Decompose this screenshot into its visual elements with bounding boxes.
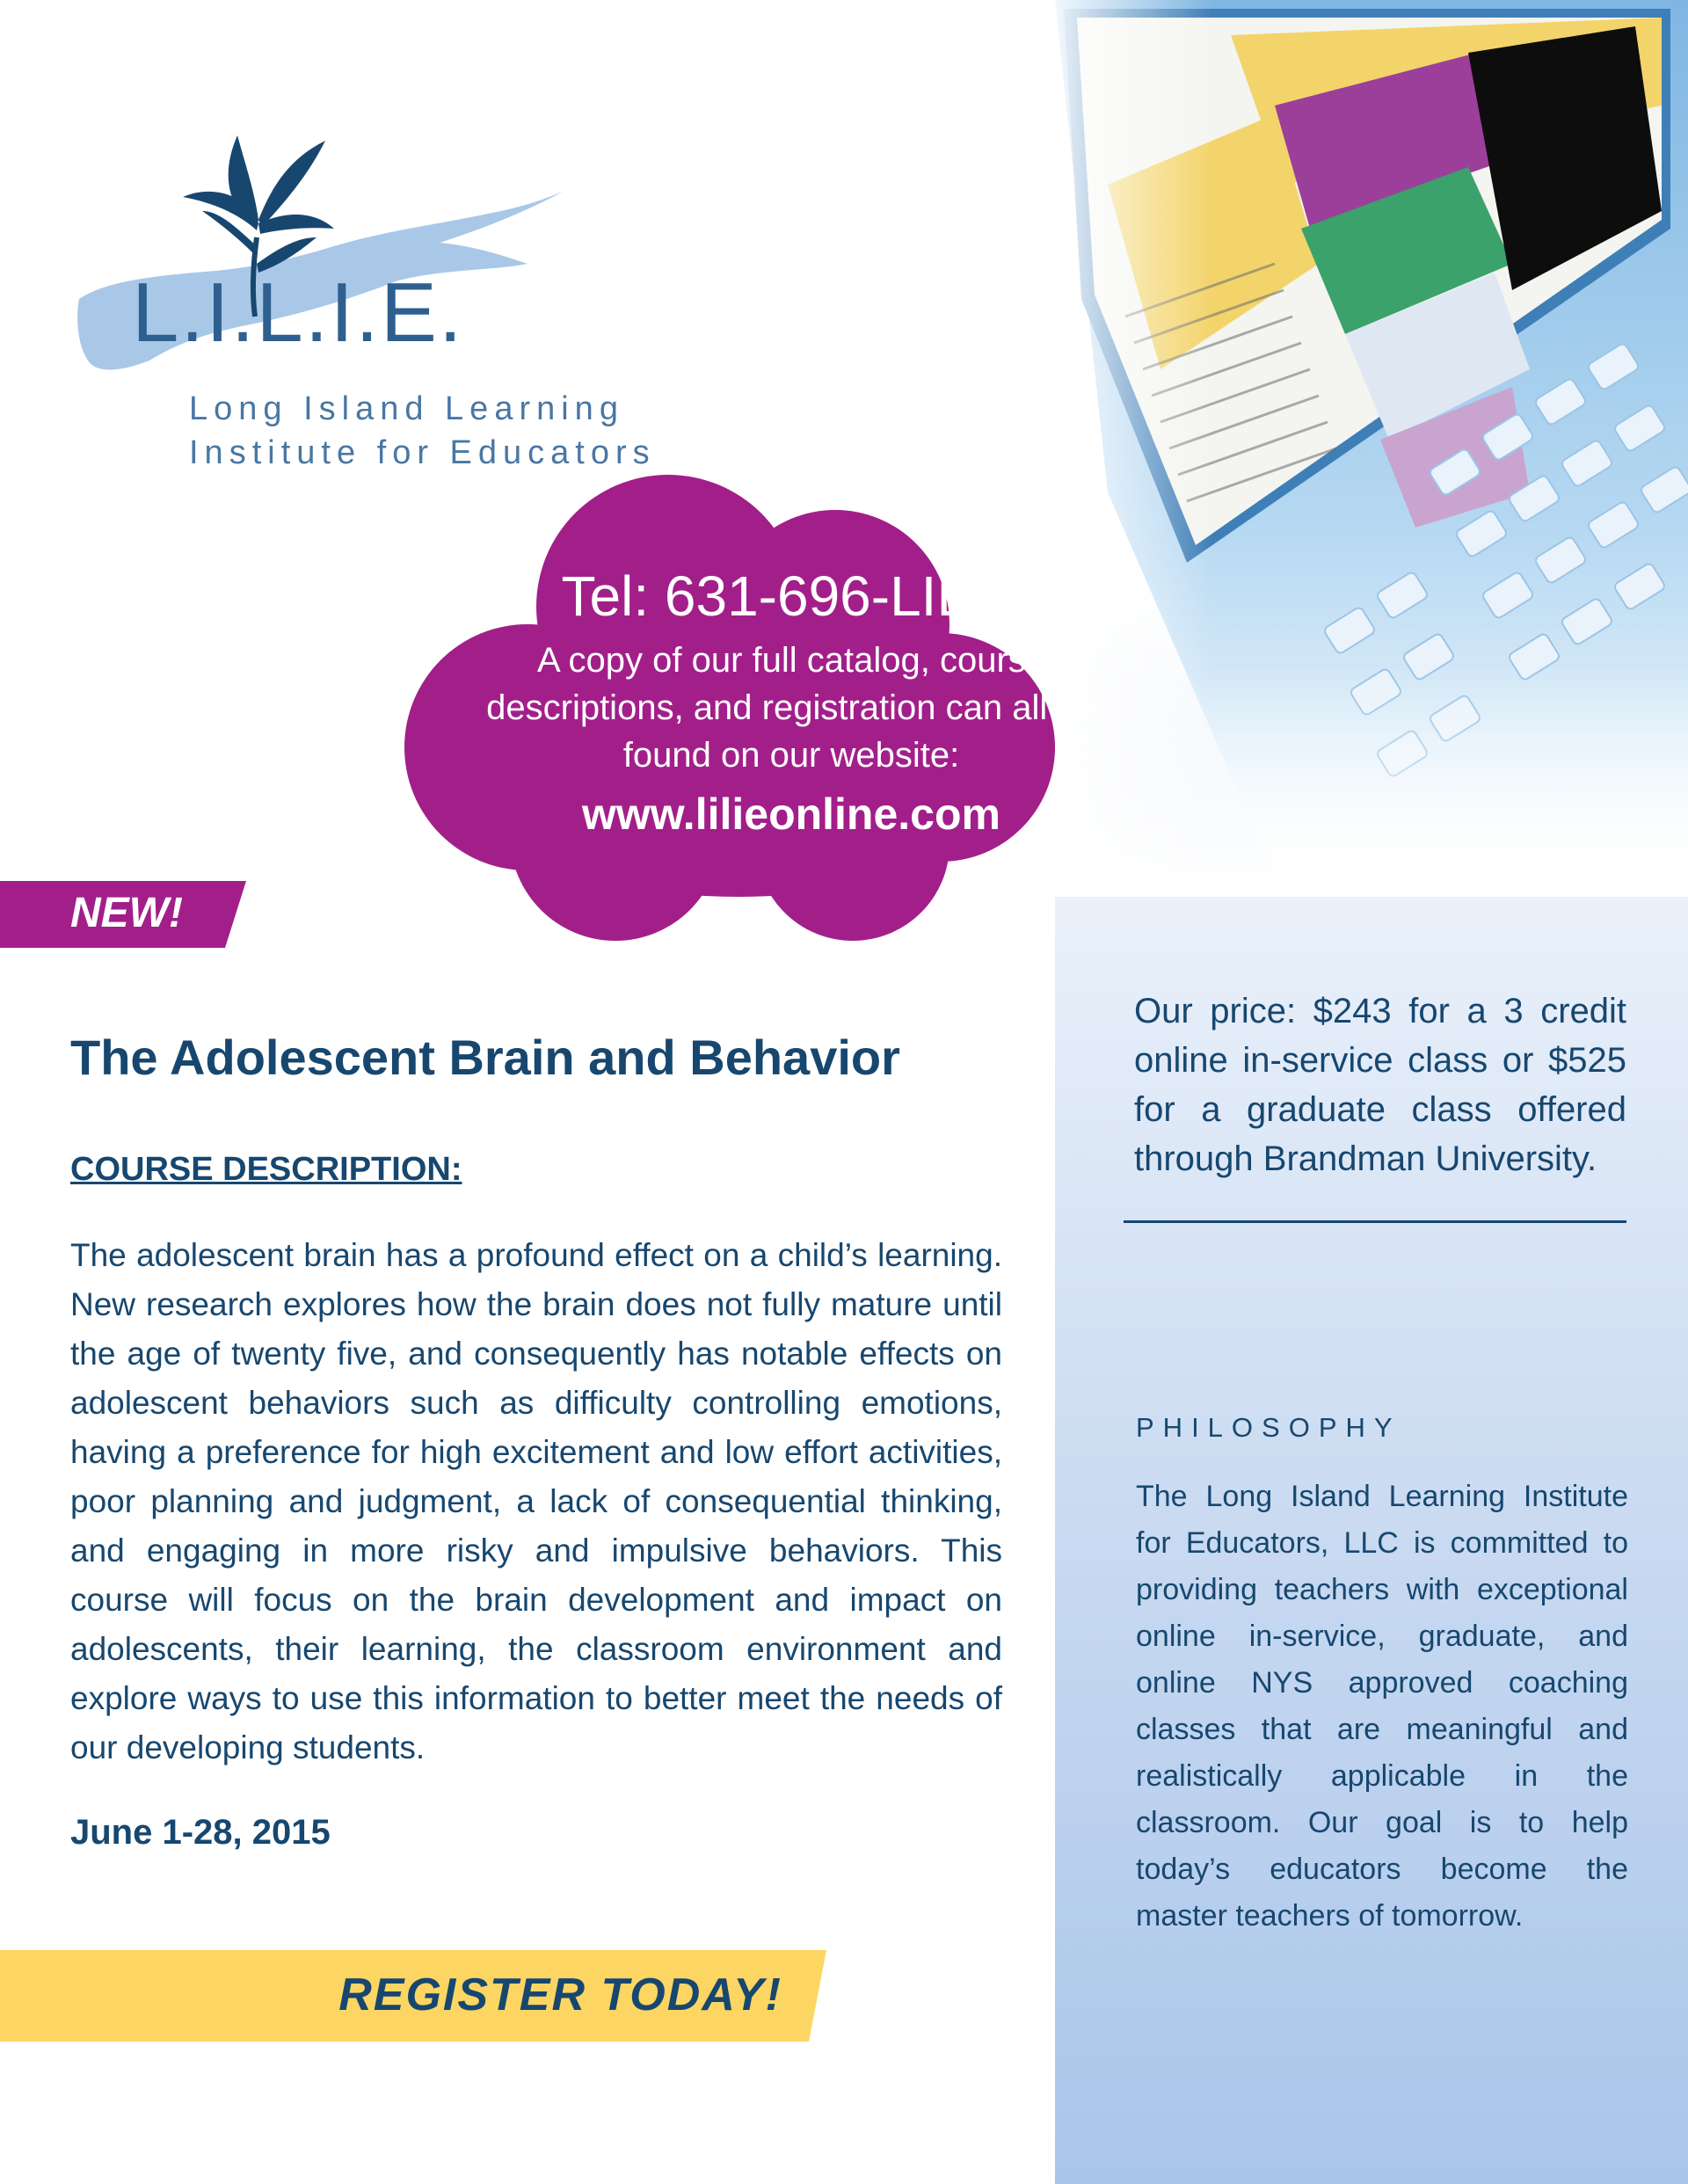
new-badge-label: NEW! <box>70 890 183 936</box>
logo-subtitle-line2: Institute for Educators <box>189 434 656 471</box>
phone-number[interactable]: Tel: 631-696-LILIE <box>561 564 1022 628</box>
course-description: The adolescent brain has a profound effect on a child’s learning. New research explores how the brain does not fully mature until the age of twenty five, and consequently has notable effects on adolescent behaviors such as difficulty controlling emotions, having a preference for high excitement and low effort activities, poor planning and judgment, a lack of consequential thinking, and engaging in more risky and impulsive behaviors. This course will focus on the brain development and impact on adolescents, their learning, the classroom environment and explore ways to use this information to better meet the needs of our developing students. <box>70 1237 1002 1765</box>
course-dates: June 1-28, 2015 <box>70 1813 331 1852</box>
course-title: The Adolescent Brain and Behavior <box>70 1030 900 1085</box>
logo-subtitle-line1: Long Island Learning <box>189 390 624 427</box>
philosophy-heading: PHILOSOPHY <box>1136 1412 1401 1443</box>
catalog-note: A copy of our full catalog, course descriptions, and registration can all be found on our website: <box>486 641 1096 775</box>
pricing-divider <box>1124 1220 1626 1223</box>
philosophy-text: The Long Island Learning Institute for Educators, LLC is committed to providing teachers with exceptional online in-service, graduate, and online NYS approved coaching classes that are meaningful and realistically applicable in the classroom. Our goal is to help today’s educators become the master teachers of tomorrow. <box>1136 1480 1628 1933</box>
logo-wordmark: L.I.L.I.E. <box>132 266 464 360</box>
website-link[interactable]: www.lilieonline.com <box>581 790 1000 839</box>
course-description-heading: COURSE DESCRIPTION: <box>70 1151 462 1188</box>
pricing-text: Our price: $243 for a 3 credit online in-service class or $525 for a graduate class offered through Brandman University. <box>1134 992 1626 1178</box>
register-today-button[interactable]: REGISTER TODAY! <box>338 1969 782 2020</box>
contact-callout <box>475 563 1108 842</box>
laptop-website-photo <box>1055 0 1688 897</box>
